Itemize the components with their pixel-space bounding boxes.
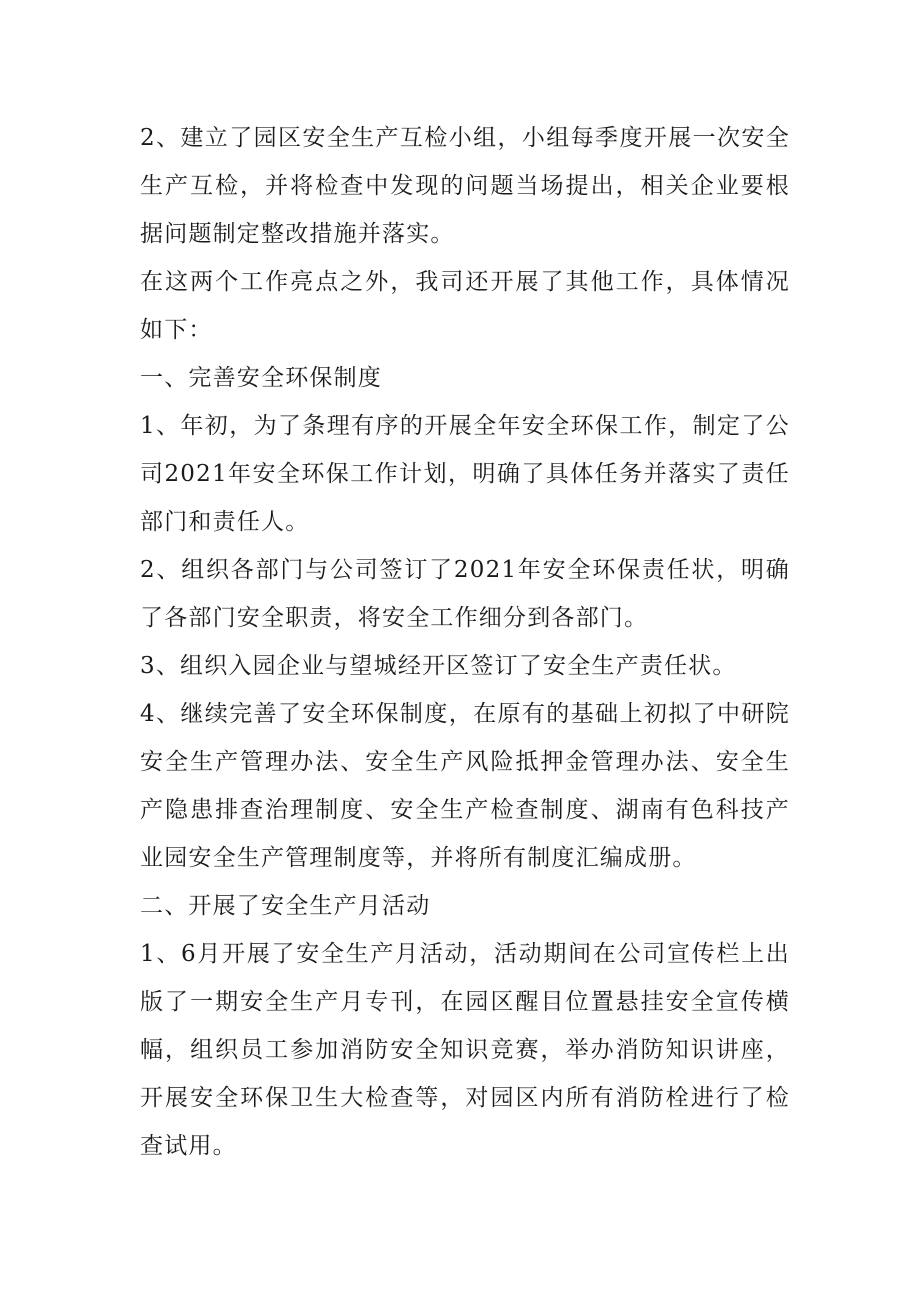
paragraph-responsibility-contract: 2、组织各部门与公司签订了2021年安全环保责任状，明确了各部门安全职责，将安全工作细分到各部门。 <box>140 557 790 631</box>
heading-safety-month: 二、开展了安全生产月活动 <box>140 893 431 919</box>
paragraph-safety-regulations: 4、继续完善了安全环保制度，在原有的基础上初拟了中研院安全生产管理办法、安全生产风险抵押金管理办法、安全生产隐患排查治理制度、安全生产检查制度、湖南有色科技产业园安全生产管理制度等，并将所有制度汇编成册。 <box>140 701 790 871</box>
paragraph-mutual-inspection: 2、建立了园区安全生产互检小组，小组每季度开展一次安全生产互检，并将检查中发现的问题当场提出，相关企业要根据问题制定整改措施并落实。 <box>140 125 790 247</box>
paragraph-other-work-intro: 在这两个工作亮点之外，我司还开展了其他工作，具体情况如下： <box>140 269 790 343</box>
paragraph-safety-month-activities: 1、6月开展了安全生产月活动，活动期间在公司宣传栏上出版了一期安全生产月专刊，在园区醒目位置悬挂安全宣传横幅，组织员工参加消防安全知识竞赛，举办消防知识讲座，开展安全环保卫生大检查等，对园区内所有消防栓进行了检查试用。 <box>140 941 790 1159</box>
paragraph-enterprise-contract: 3、组织入园企业与望城经开区签订了安全生产责任状。 <box>140 653 737 679</box>
heading-improve-safety-system: 一、完善安全环保制度 <box>140 365 382 391</box>
document-body <box>140 114 790 1170</box>
paragraph-annual-plan: 1、年初，为了条理有序的开展全年安全环保工作，制定了公司2021年安全环保工作计划，明确了具体任务并落实了责任部门和责任人。 <box>140 413 790 535</box>
